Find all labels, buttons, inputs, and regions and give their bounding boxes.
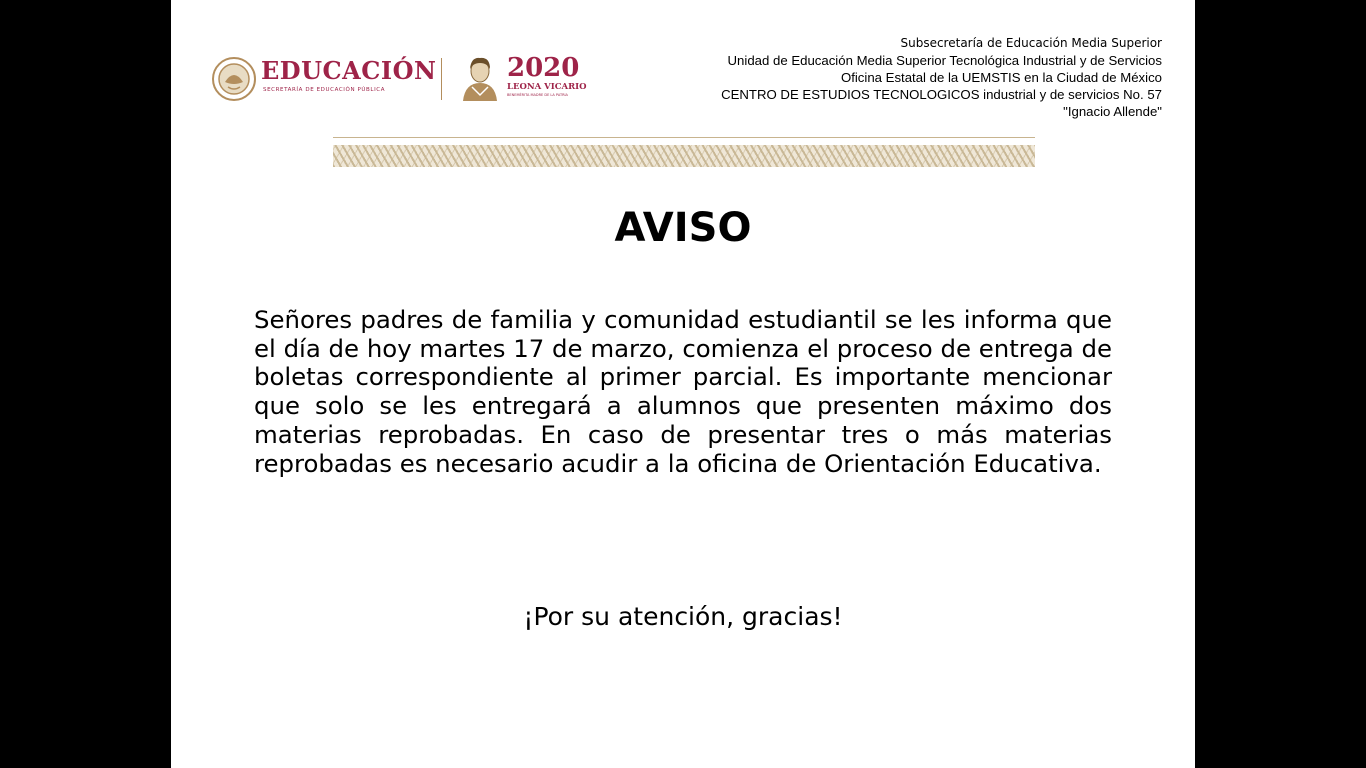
header-rule [333, 137, 1035, 138]
leona-vicario-name: LEONA VICARIO [507, 82, 587, 92]
leona-vicario-2020-logo [457, 55, 597, 101]
notice-closing: ¡Por su atención, gracias! [523, 602, 843, 631]
header-line: Oficina Estatal de la UEMSTIS en la Ciudad de México [840, 70, 1162, 85]
slide [171, 0, 1195, 768]
header-line: CENTRO DE ESTUDIOS TECNOLOGICOS industrial y de servicios No. 57 [721, 87, 1162, 102]
header-line: "Ignacio Allende" [1063, 104, 1162, 119]
decorative-greca-band [333, 145, 1035, 167]
educacion-title: EDUCACIÓN [261, 56, 437, 85]
institution-header [602, 35, 1162, 120]
notice-body: Señores padres de familia y comunidad estudiantil se les informa que el día de hoy martes 17 de marzo, comienza el proceso de entrega de boletas correspondiente al primer parcial. Es importante mencionar que solo se les entregará a alumnos que presenten máximo dos materias reprobadas. En caso de presentar tres o más materias reprobadas es necesario acudir a la oficina de Orientación Educativa. [254, 305, 1112, 478]
leona-vicario-tagline: BENEMÉRITA MADRE DE LA PATRIA [507, 93, 568, 97]
header-line: Subsecretaría de Educación Media Superior [900, 36, 1162, 50]
logo-divider [441, 58, 442, 100]
educacion-logo [211, 54, 437, 104]
educacion-subtitle: SECRETARÍA DE EDUCACIÓN PÚBLICA [263, 87, 386, 93]
header-line: Unidad de Educación Media Superior Tecnológica Industrial y de Servicios [727, 53, 1162, 68]
leona-vicario-portrait-icon [457, 55, 503, 101]
year-2020: 2020 [507, 53, 580, 83]
notice-title: AVISO [614, 205, 752, 251]
mexico-coat-of-arms-icon [211, 56, 257, 102]
